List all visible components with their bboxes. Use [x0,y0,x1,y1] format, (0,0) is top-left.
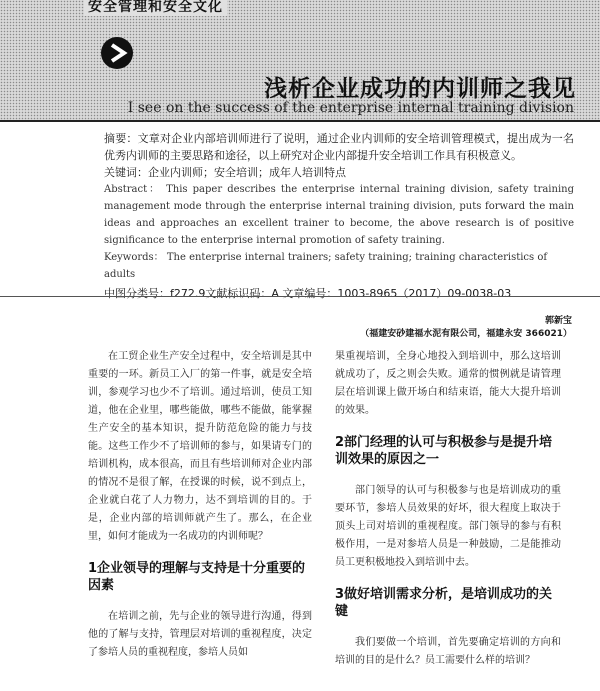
body-column-right [335,348,561,670]
body-paragraph: 我们要做一个培训，首先要确定培训的方向和培训的目的是什么？员工需要什么样的培训？ [335,637,561,666]
body-paragraph: 在培训之前，先与企业的领导进行沟通，得到他的了解与支持，管理层对培训的重视程度，决定了参培人员的重视程度，参培人员如 [88,611,312,658]
abstract-zh: 摘要：文章对企业内部培训师进行了说明，通过企业内训师的安全培训管理模式，提出成为一名优秀内训师的主要思路和途径，以上研究对企业内部提升安全培训工作具有积极意义。 [104,132,575,162]
article-subtitle: I see on the success of the enterprise internal training division [127,100,574,116]
body-paragraph: 部门领导的认可与积极参与也是培训成功的重要环节，参培人员效果的好坏，很大程度上取决于顶头上司对培训的重视程度。部门领导的参与有积极作用，一是对参培人员是一种鼓励，二是能推动员工更积极地投入到培训中去。 [335,485,561,568]
keywords-zh: 关键词：企业内训师；安全培训；成年人培训特点 [104,166,346,179]
section-heading-2: 2部门经理的认可与积极参与是提升培训效果的原因之一 [335,435,553,467]
abstract-en: Abstract： This paper describes the enterprise internal training division, safety training management mode through the enterprise internal training division, puts forward the main ideas and approaches an excellent trainer to become, the above research is of positive significance to the enterprise internal promotion of safety training. [104,184,574,246]
section-tag: 安全管理和安全文化 [84,0,227,16]
header-banner [0,0,600,122]
article-title: 浅析企业成功的内训师之我见 [264,76,576,102]
classification-number: 中图分类号：f272.9文献标识码：A 文章编号：1003-8965（2017）09-0038-03 [104,287,512,300]
section-heading-1: 1企业领导的理解与支持是十分重要的因素 [88,561,306,593]
body-paragraph: 在工贸企业生产安全过程中，安全培训是其中重要的一环。新员工入厂的第一件事，就是安全培训，参观学习也少不了培训。通过培训，使员工知道，他在企业里，哪些能做，哪些不能做，能掌握生产安全的基本知识，提升防范危险的能力与技能。这些工作少不了培训师的参与，如果请专门的培训机构，成本很高，而且有些培训师对企业内部的情况不是很了解，在授课的时候，说不到点上，企业就白花了人力物力，达不到培训的目的。于是，企业内部的培训师就产生了。那么，在企业里，如何才能成为一名成功的内训师呢？ [88,351,312,542]
abstract-block [104,130,574,302]
body-paragraph: 果重视培训，全身心地投入到培训中，那么这培训就成功了，反之则会失败。通常的惯例就是请管理层在培训课上做开场白和结束语，能大大提升培训的效果。 [335,351,561,416]
author-affiliation: （福建安砂建福水泥有限公司，福建永安 366021） [360,329,572,339]
keywords-en: Keywords： The enterprise internal trainers; safety training; training characteristics of adults [104,252,548,280]
body-column-left [88,348,312,662]
section-heading-3: 3做好培训需求分析，是培训成功的关键 [335,587,553,619]
divider [0,296,600,297]
author-name: 郭新宝 [544,316,572,326]
play-arrow-icon [100,36,134,70]
